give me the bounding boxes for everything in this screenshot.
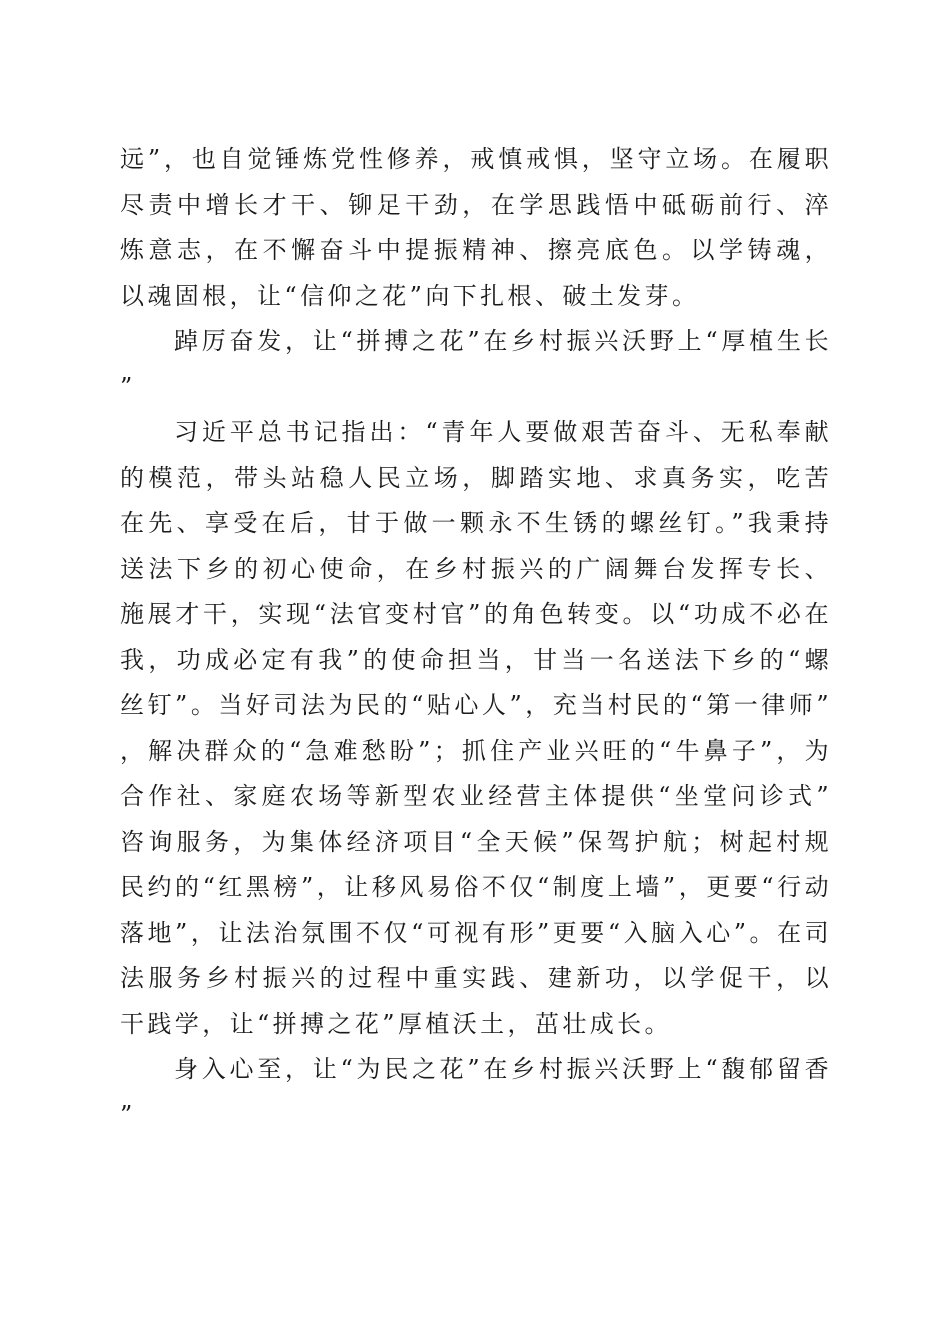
- section-heading-service: 身入心至，让“为民之花”在乡村振兴沃野上“馥郁留香”: [120, 1055, 832, 1129]
- paragraph-body: 习近平总书记指出：“青年人要做艰苦奋斗、无私奉献的模范，带头站稳人民立场，脚踏实地、求真务实，吃苦在先、享受在后，甘于做一颗永不生锈的螺丝钉。”我秉持送法下乡的初心使命，在乡村振兴的广阔舞台发挥专长、施展才干，实现“法官变村官”的角色转变。以“功成不必在我，功成必定有我”的使命担当，甘当一名送法下乡的“螺丝钉”。当好司法为民的“贴心人”，充当村民的“第一律师”，解决群众的“急难愁盼”；抓住产业兴旺的“牛鼻子”，为合作社、家庭农场等新型农业经营主体提供“坐堂问诊式”咨询服务，为集体经济项目“全天候”保驾护航；树起村规民约的“红黑榜”，让移风易俗不仅“制度上墙”，更要“行动落地”，让法治氛围不仅“可视有形”更要“入脑入心”。在司法服务乡村振兴的过程中重实践、建新功，以学促干，以干践学，让“拼搏之花”厚植沃土，茁壮成长。: [120, 418, 832, 1038]
- section-heading-struggle: 踔厉奋发，让“拼搏之花”在乡村振兴沃野上“厚植生长”: [120, 327, 832, 401]
- document-body: [120, 137, 832, 1138]
- paragraph-continued: 远”，也自觉锤炼党性修养，戒慎戒惧，坚守立场。在履职尽责中增长才干、铆足干劲，在学思践悟中砥砺前行、淬炼意志，在不懈奋斗中提振精神、擦亮底色。以学铸魂，以魂固根，让“信仰之花”向下扎根、破土发芽。: [120, 145, 832, 310]
